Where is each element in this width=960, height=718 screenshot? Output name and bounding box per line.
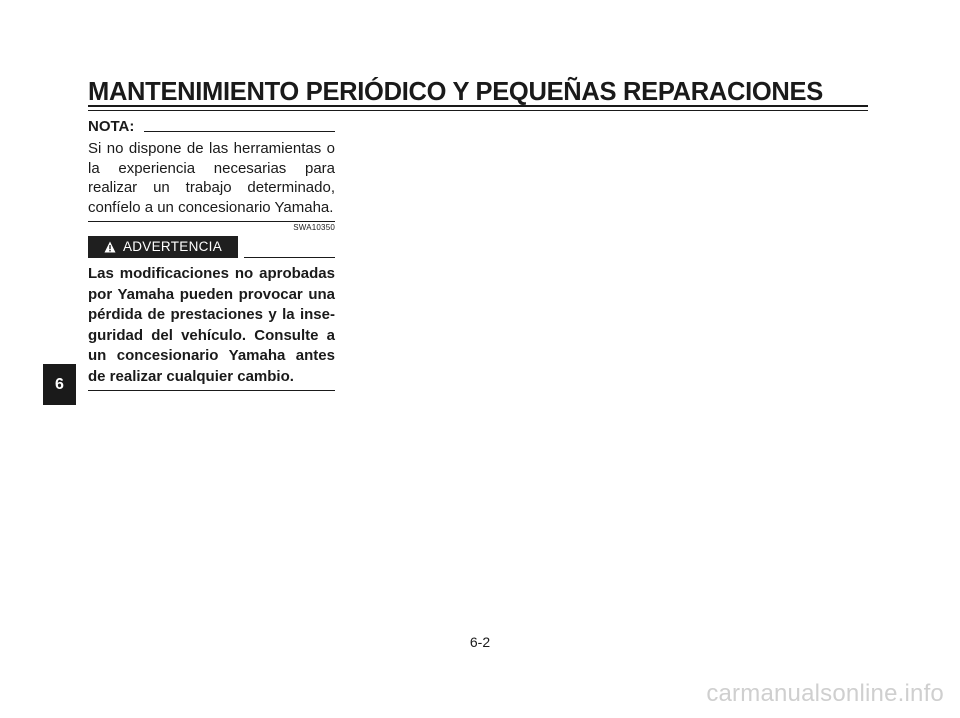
nota-label: NOTA: bbox=[88, 117, 135, 135]
nota-text: Si no dispone de las herramientas o la experiencia necesarias para realizar un trabajo determinado, confíelo a un concesionario Yamaha. bbox=[88, 140, 335, 216]
nota-heading bbox=[88, 116, 335, 136]
header-rule bbox=[88, 105, 868, 107]
warning-end-rule bbox=[88, 390, 335, 391]
content-column bbox=[88, 116, 335, 391]
page-number: 6-2 bbox=[469, 634, 491, 650]
watermark: carmanualsonline.info bbox=[706, 680, 944, 707]
warning-label: ADVERTENCIA bbox=[122, 239, 223, 255]
warning-code: SWA10350 bbox=[293, 223, 335, 232]
warning-heading bbox=[88, 236, 335, 258]
warning-triangle-icon bbox=[104, 241, 116, 253]
nota-heading-rule bbox=[144, 131, 335, 132]
chapter-tab: 6 bbox=[43, 364, 76, 405]
nota-end-rule bbox=[88, 221, 335, 222]
warning-heading-rule bbox=[244, 257, 335, 258]
page-title: MANTENIMIENTO PERIÓDICO Y PEQUEÑAS REPARACIONES bbox=[88, 78, 823, 106]
warning-badge bbox=[88, 236, 238, 258]
warning-text: Las modificaciones no aprobadas por Yamaha pueden provocar una pérdida de prestaciones y la inse- guridad del vehículo. Consulte a un concesionario Yamaha antes de realizar cualquier cambio. bbox=[88, 265, 335, 385]
